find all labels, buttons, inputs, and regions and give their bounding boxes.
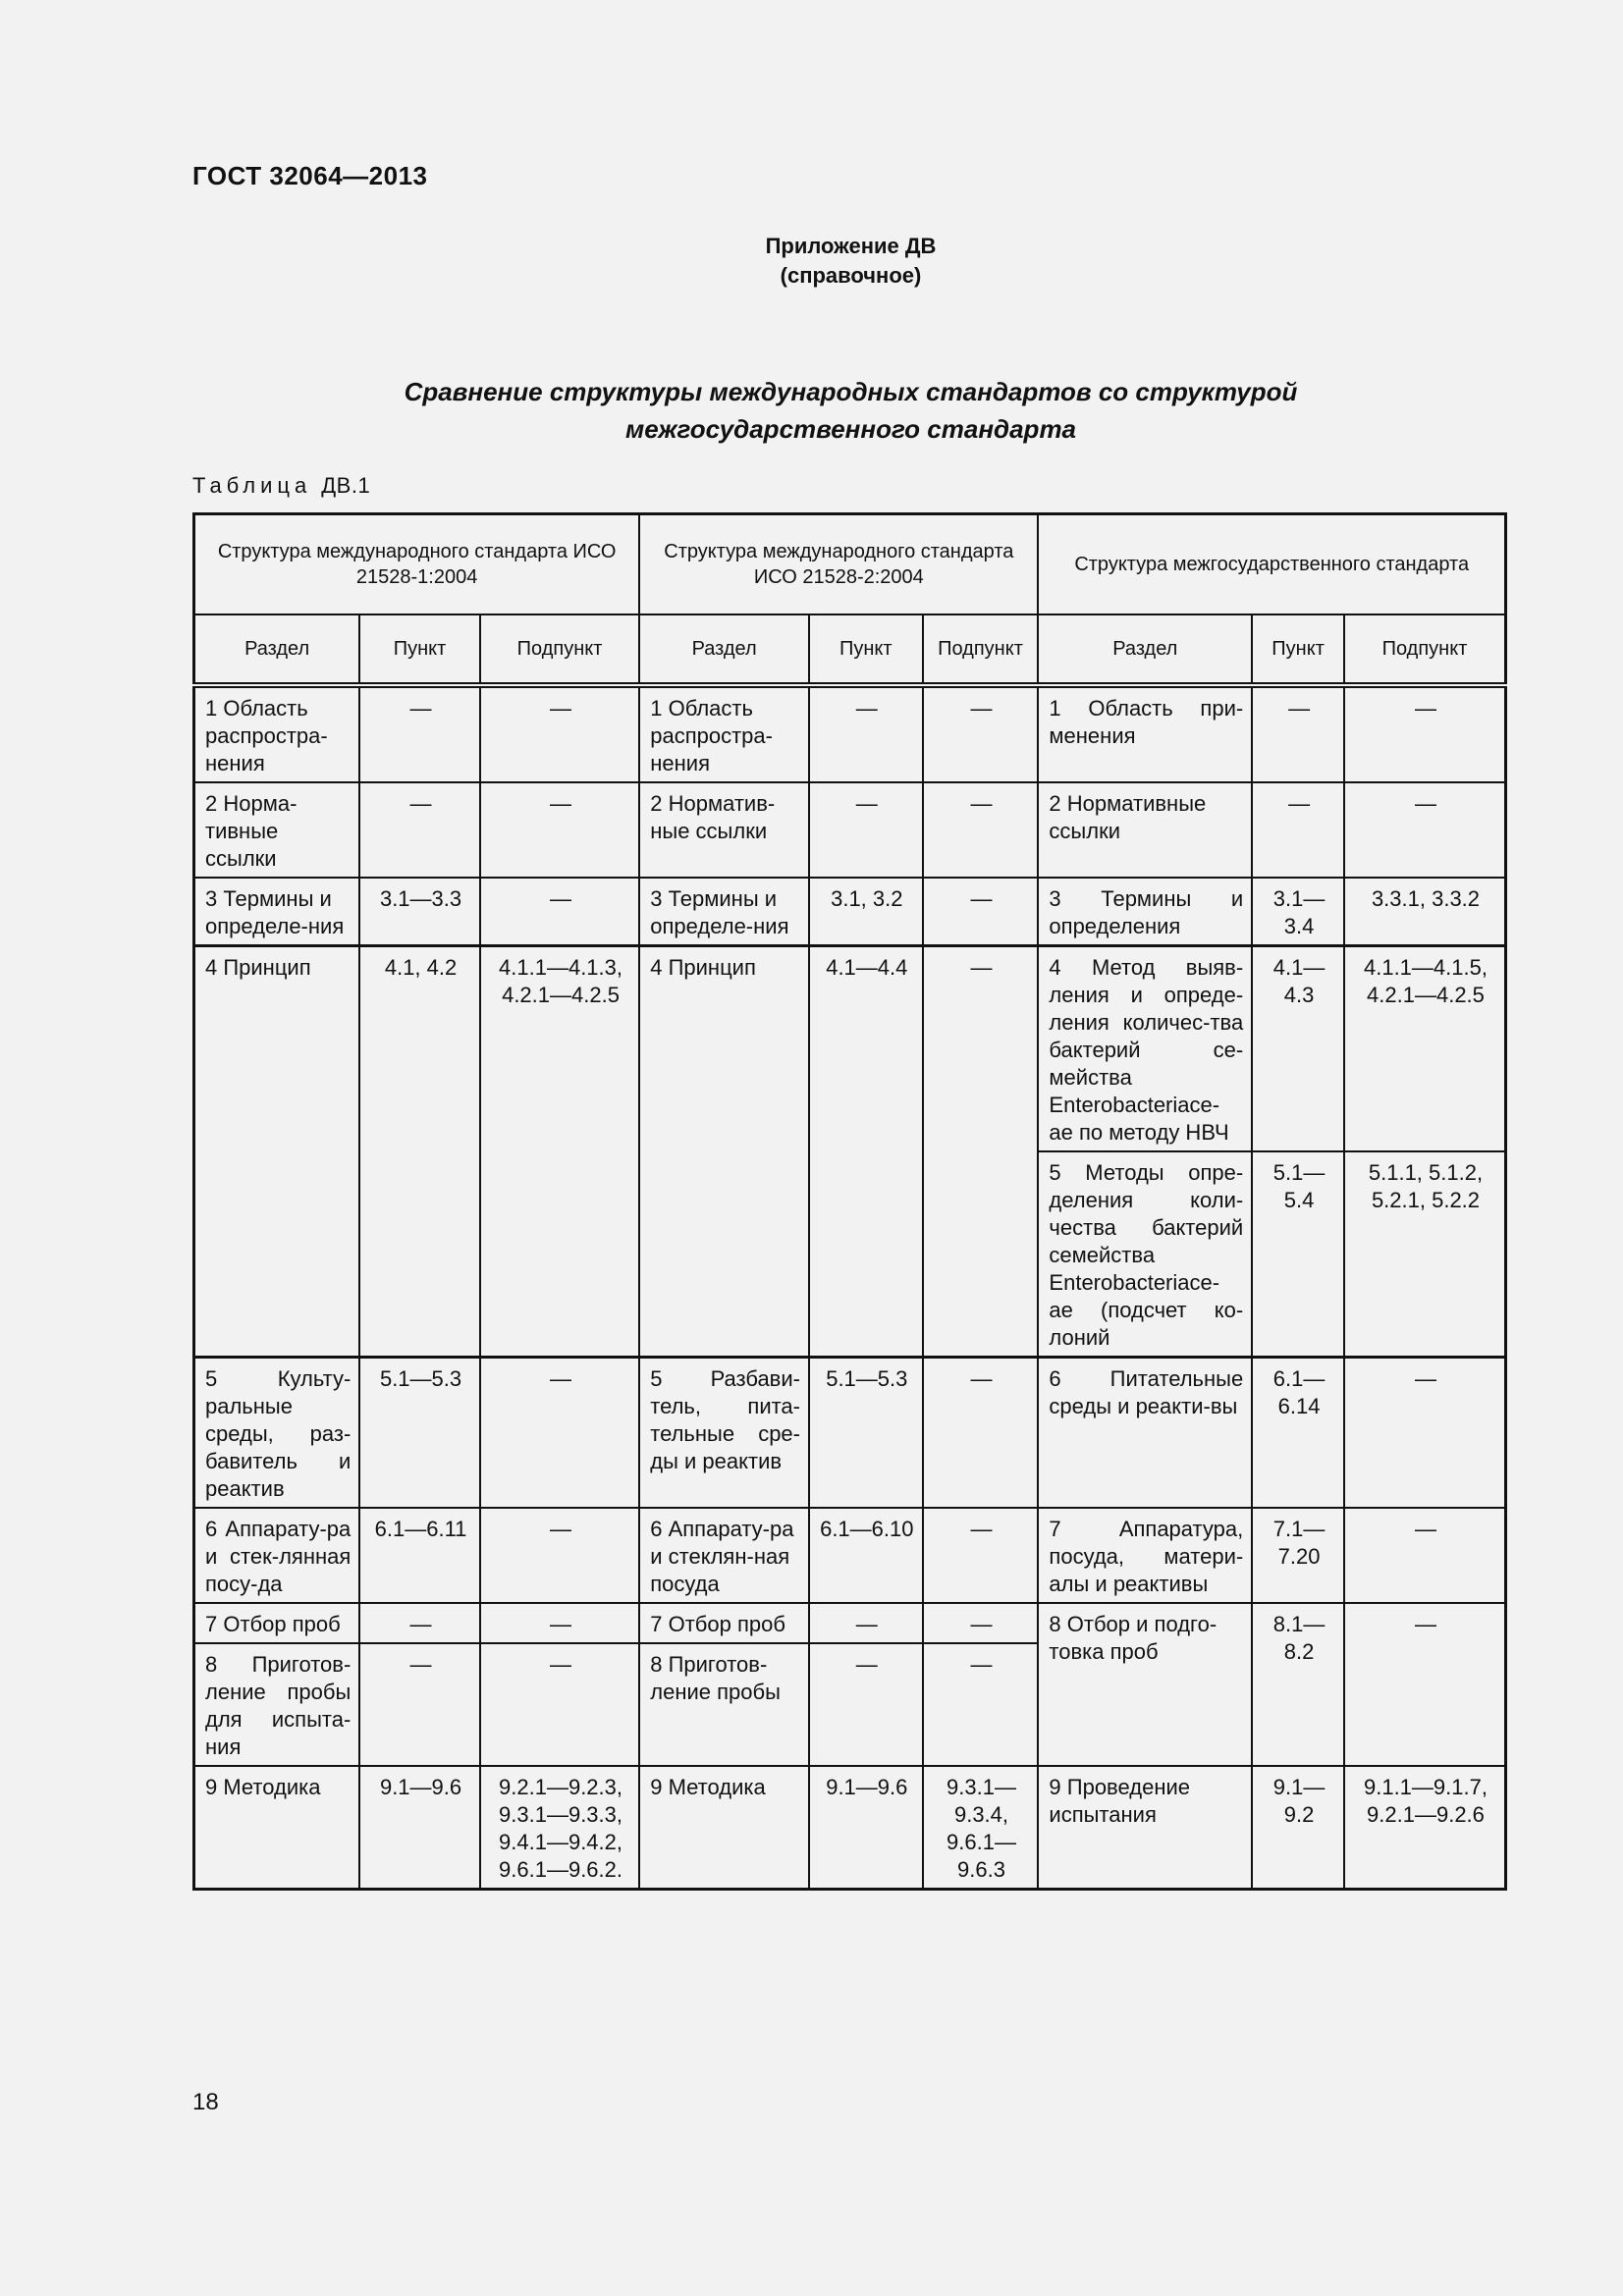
page-number: 18	[192, 2089, 219, 2115]
table-label-word: Таблица	[192, 473, 312, 498]
section-title	[0, 373, 1623, 448]
cell-subclause-1: —	[480, 878, 639, 946]
cell-subclause-2: —	[923, 1508, 1039, 1603]
cell-section-2: 2 Норматив-ные ссылки	[639, 782, 809, 878]
subheader-section: Раздел	[639, 614, 809, 685]
table-row	[194, 1358, 1506, 1509]
cell-section-3: 9 Проведение испытания	[1038, 1766, 1252, 1890]
cell-clause-3: 4.1—4.3	[1252, 946, 1344, 1152]
cell-section-2: 8 Приготов-ление пробы	[639, 1643, 809, 1766]
cell-clause-2: —	[809, 685, 923, 782]
cell-section-1: 3 Термины и определе-ния	[194, 878, 360, 946]
table-label	[192, 473, 370, 499]
cell-subclause-3: 9.1.1—9.1.7, 9.2.1—9.2.6	[1344, 1766, 1506, 1890]
group-header-iso-21528-1: Структура международного стандарта ИСО 21528-1:2004	[194, 514, 640, 615]
cell-clause-3: 8.1—8.2	[1252, 1603, 1344, 1766]
comparison-table	[192, 512, 1507, 1891]
cell-subclause-1: —	[480, 1603, 639, 1643]
cell-clause-2: 5.1—5.3	[809, 1358, 923, 1509]
cell-clause-3: 9.1—9.2	[1252, 1766, 1344, 1890]
cell-subclause-1: —	[480, 1358, 639, 1509]
cell-section-1: 4 Принцип	[194, 946, 360, 1358]
cell-subclause-3: 3.3.1, 3.3.2	[1344, 878, 1506, 946]
group-header-iso-21528-2: Структура международного стандарта ИСО 21528-2:2004	[639, 514, 1038, 615]
cell-section-2: 6 Аппарату-ра и стеклян-ная посуда	[639, 1508, 809, 1603]
cell-subclause-2: —	[923, 685, 1039, 782]
cell-clause-1: —	[359, 782, 480, 878]
table-row	[194, 685, 1506, 782]
cell-subclause-2: —	[923, 782, 1039, 878]
cell-clause-3: —	[1252, 782, 1344, 878]
cell-section-3: 1 Область при-менения	[1038, 685, 1252, 782]
section-title-line2: межгосударственного стандарта	[624, 414, 1077, 444]
cell-clause-3: 6.1—6.14	[1252, 1358, 1344, 1509]
cell-clause-1: —	[359, 685, 480, 782]
subheader-clause: Пункт	[1252, 614, 1344, 685]
cell-section-1: 2 Норма-тивные ссылки	[194, 782, 360, 878]
cell-subclause-3: 5.1.1, 5.1.2, 5.2.1, 5.2.2	[1344, 1151, 1506, 1358]
cell-clause-3: 3.1—3.4	[1252, 878, 1344, 946]
subheader-section: Раздел	[1038, 614, 1252, 685]
cell-clause-1: 3.1—3.3	[359, 878, 480, 946]
cell-clause-2: —	[809, 1643, 923, 1766]
cell-clause-1: —	[359, 1603, 480, 1643]
cell-section-3: 5 Методы опре-деления коли-чества бактерий семейства Enterobacteriace-ae (подсчет ко-лоний	[1038, 1151, 1252, 1358]
cell-subclause-2: 9.3.1—9.3.4, 9.6.1—9.6.3	[923, 1766, 1039, 1890]
cell-section-1: 8 Приготов-ление пробы для испыта-ния	[194, 1643, 360, 1766]
cell-clause-3: 7.1—7.20	[1252, 1508, 1344, 1603]
cell-clause-2: 6.1—6.10	[809, 1508, 923, 1603]
cell-section-1: 9 Методика	[194, 1766, 360, 1890]
annex-title: Приложение ДВ	[765, 234, 937, 258]
cell-clause-2: 4.1—4.4	[809, 946, 923, 1358]
subheader-clause: Пункт	[809, 614, 923, 685]
subheader-subclause: Подпункт	[1344, 614, 1506, 685]
table-row	[194, 946, 1506, 1152]
subheader-subclause: Подпункт	[923, 614, 1039, 685]
subheader-subclause: Подпункт	[480, 614, 639, 685]
annex-heading	[0, 232, 1623, 291]
cell-subclause-2: —	[923, 878, 1039, 946]
cell-section-3: 6 Питательные среды и реакти-вы	[1038, 1358, 1252, 1509]
cell-clause-3: 5.1—5.4	[1252, 1151, 1344, 1358]
cell-clause-2: —	[809, 1603, 923, 1643]
cell-subclause-1: —	[480, 685, 639, 782]
cell-section-2: 7 Отбор проб	[639, 1603, 809, 1643]
cell-clause-1: 6.1—6.11	[359, 1508, 480, 1603]
cell-subclause-1: 9.2.1—9.2.3, 9.3.1—9.3.3, 9.4.1—9.4.2, 9.6.1—9.6.2.	[480, 1766, 639, 1890]
cell-subclause-1: 4.1.1—4.1.3, 4.2.1—4.2.5	[480, 946, 639, 1358]
cell-subclause-1: —	[480, 1508, 639, 1603]
cell-subclause-3: —	[1344, 1508, 1506, 1603]
cell-section-3: 3 Термины и определения	[1038, 878, 1252, 946]
table-row	[194, 878, 1506, 946]
cell-subclause-2: —	[923, 1643, 1039, 1766]
cell-clause-1: —	[359, 1643, 480, 1766]
cell-section-1: 1 Область распростра-нения	[194, 685, 360, 782]
cell-section-2: 5 Разбави-тель, пита-тельные сре-ды и реактив	[639, 1358, 809, 1509]
cell-section-2: 9 Методика	[639, 1766, 809, 1890]
cell-clause-3: —	[1252, 685, 1344, 782]
table-label-number: ДВ.1	[321, 473, 371, 498]
cell-clause-1: 5.1—5.3	[359, 1358, 480, 1509]
cell-subclause-3: —	[1344, 782, 1506, 878]
section-title-line1: Сравнение структуры международных стандартов со структурой	[404, 377, 1298, 406]
table-row	[194, 1603, 1506, 1643]
cell-section-2: 1 Область распростра-нения	[639, 685, 809, 782]
cell-subclause-3: —	[1344, 1603, 1506, 1766]
cell-section-1: 7 Отбор проб	[194, 1603, 360, 1643]
cell-section-3: 8 Отбор и подго-товка проб	[1038, 1603, 1252, 1766]
cell-subclause-3: 4.1.1—4.1.5, 4.2.1—4.2.5	[1344, 946, 1506, 1152]
cell-subclause-1: —	[480, 1643, 639, 1766]
cell-section-1: 6 Аппарату-ра и стек-лянная посу-да	[194, 1508, 360, 1603]
cell-subclause-3: —	[1344, 685, 1506, 782]
cell-clause-2: 9.1—9.6	[809, 1766, 923, 1890]
cell-subclause-2: —	[923, 1603, 1039, 1643]
annex-kind: (справочное)	[780, 263, 922, 288]
table-subheader-row	[194, 614, 1506, 685]
cell-section-3: 7 Аппаратура, посуда, матери-алы и реактивы	[1038, 1508, 1252, 1603]
table-row	[194, 1766, 1506, 1890]
cell-section-3: 4 Метод выяв-ления и опреде-ления количес-тва бактерий се-мейства Enterobacteriace-ae по методу НВЧ	[1038, 946, 1252, 1152]
cell-section-3: 2 Нормативные ссылки	[1038, 782, 1252, 878]
cell-section-1: 5 Культу-ральные среды, раз-бавитель и реактив	[194, 1358, 360, 1509]
document-code: ГОСТ 32064—2013	[192, 161, 428, 190]
cell-subclause-2: —	[923, 1358, 1039, 1509]
cell-clause-2: —	[809, 782, 923, 878]
cell-clause-1: 9.1—9.6	[359, 1766, 480, 1890]
table-group-header-row	[194, 514, 1506, 615]
cell-clause-2: 3.1, 3.2	[809, 878, 923, 946]
cell-clause-1: 4.1, 4.2	[359, 946, 480, 1358]
cell-subclause-1: —	[480, 782, 639, 878]
group-header-interstate: Структура межгосударственного стандарта	[1038, 514, 1505, 615]
table-row	[194, 782, 1506, 878]
subheader-section: Раздел	[194, 614, 360, 685]
subheader-clause: Пункт	[359, 614, 480, 685]
table-row	[194, 1508, 1506, 1603]
cell-section-2: 4 Принцип	[639, 946, 809, 1358]
cell-subclause-2: —	[923, 946, 1039, 1358]
cell-subclause-3: —	[1344, 1358, 1506, 1509]
cell-section-2: 3 Термины и определе-ния	[639, 878, 809, 946]
